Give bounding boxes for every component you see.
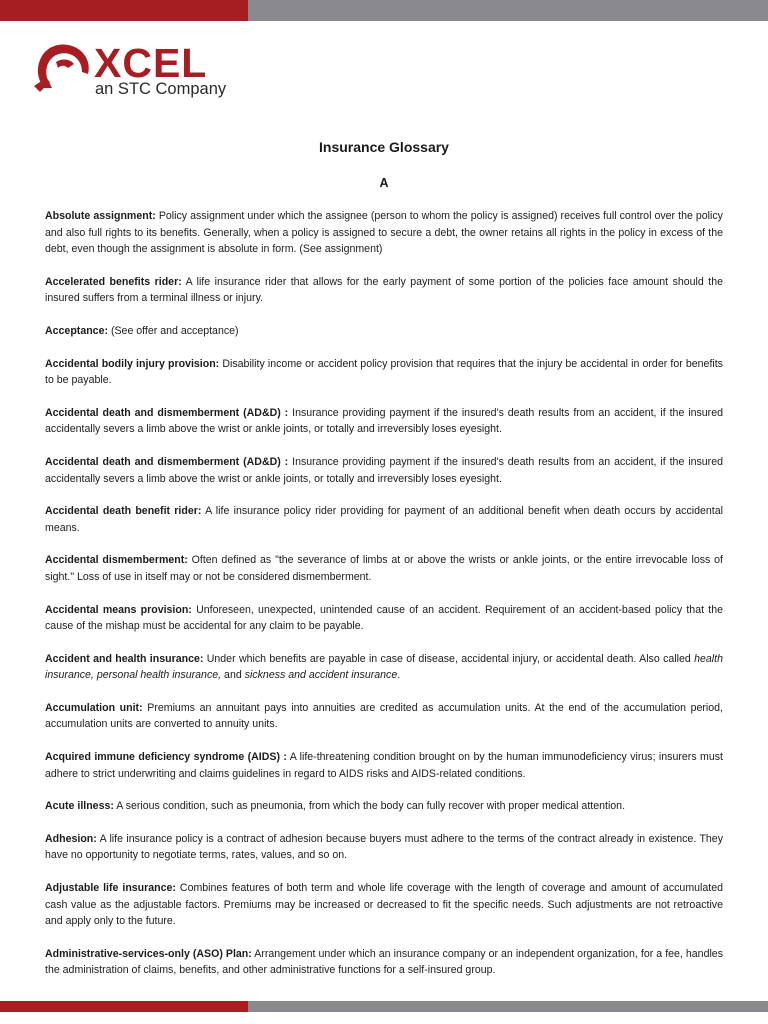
logo-wordmark: XCEL: [94, 40, 208, 86]
entry-term: Accidental death and dismemberment (AD&D) :: [45, 455, 289, 468]
glossary-entry: [45, 274, 723, 307]
glossary-entry: [45, 503, 723, 536]
entry-term: Accidental death benefit rider:: [45, 505, 202, 518]
entry-definition: Insurance providing payment if the insured's death results from an accident, if the insured accidentally severs a limb above the wrist or ankle joints, or totally and irreversibly loses eyesight.: [45, 455, 723, 485]
entry-term: Acute illness:: [45, 800, 114, 813]
entry-term: Adhesion:: [45, 832, 97, 845]
footer-bar-red: [0, 1001, 248, 1012]
company-logo: [32, 40, 232, 100]
glossary-entry: [45, 651, 723, 684]
entry-definition: Insurance providing payment if the insured's death results from an accident, if the insured accidentally severs a limb above the wrist or ankle joints, or totally and irreversibly loses eyesight.: [45, 406, 723, 436]
glossary-list: [45, 208, 723, 995]
glossary-entry: [45, 323, 723, 340]
entry-term: Accidental means provision:: [45, 603, 192, 616]
entry-definition: Often defined as "the severance of limbs at or above the wrists or ankle joints, or the entire irrevocable loss of sight." Loss of use in itself may or not be considered dismemberment.: [45, 554, 723, 583]
entry-definition: Combines features of both term and whole life coverage with the length of coverage and amount of accumulated cash value as the adjustable factors. Premiums may be increased or decreased to fit the specific needs. Such adjustments are not retroactive and apply only to the future.: [45, 882, 724, 928]
entry-definition: Under which benefits are payable in case of disease, accidental injury, or accidental death. Also called: [206, 652, 691, 665]
glossary-entry: [45, 208, 723, 258]
entry-definition: A life insurance policy is a contract of adhesion because buyers must adhere to the terms of the contract already in existence. They have no opportunity to negotiate terms, rates, values, and so on.: [45, 832, 723, 862]
horse-head-icon: [32, 42, 94, 96]
glossary-entry: [45, 700, 723, 733]
entry-definition: Unforeseen, unexpected, unintended cause of an accident. Requirement of an accident-based policy that the cause of the mishap must be accidental for any claim to be payable.: [45, 603, 724, 633]
logo-subtitle: an STC Company: [95, 80, 227, 98]
entry-definition: Premiums an annuitant pays into annuities are credited as accumulation units. At the end of the accumulation period, accumulation units are converted to annuity units.: [45, 701, 724, 731]
entry-term: Accumulation unit:: [45, 701, 143, 714]
glossary-entry: [45, 831, 723, 864]
glossary-entry: [45, 552, 723, 585]
entry-alias-italic: sickness and accident insurance: [244, 669, 398, 682]
entry-term: Acquired immune deficiency syndrome (AIDS) :: [45, 751, 287, 764]
entry-definition: Arrangement under which an insurance company or an independent organization, for a fee, handles the administration of claims, benefits, and other administrative functions for a self-insured group.: [45, 947, 723, 977]
entry-connector: and: [224, 669, 242, 682]
entry-definition: A serious condition, such as pneumonia, from which the body can fully recover with proper medical attention.: [116, 800, 626, 813]
entry-definition: A life-threatening condition brought on by the human immunodeficiency virus; insurers must adhere to strict underwriting and claims guidelines in regard to AIDS risks and AIDS-related conditions.: [45, 751, 723, 780]
glossary-entry: [45, 749, 723, 782]
entry-definition: (See offer and acceptance): [110, 324, 239, 337]
horse-eye-mark: [56, 60, 74, 68]
entry-term: Acceptance:: [45, 324, 108, 337]
footer-bar: [0, 1001, 768, 1012]
entry-term: Adjustable life insurance:: [45, 882, 176, 895]
section-letter: A: [379, 176, 389, 190]
glossary-entry: [45, 946, 723, 979]
entry-definition: A life insurance rider that allows for the early payment of some portion of the policies face amount should the insured suffers from a terminal illness or injury.: [45, 275, 724, 305]
entry-alias-italic: health insurance, personal health insurance,: [45, 652, 723, 682]
header-bar-red: [0, 0, 248, 21]
glossary-entry: [45, 405, 723, 438]
glossary-entry: [45, 454, 723, 487]
glossary-entry: [45, 798, 723, 815]
header-bar-gray: [248, 0, 768, 21]
entry-definition: Disability income or accident policy provision that requires that the injury be accidental in order for benefits to be payable.: [45, 357, 723, 387]
entry-term: Absolute assignment:: [45, 210, 156, 222]
entry-period: .: [397, 669, 401, 682]
glossary-entry: [45, 356, 723, 389]
entry-term: Accidental bodily injury provision:: [45, 357, 220, 370]
entry-term: Accelerated benefits rider:: [45, 275, 182, 288]
page-title: Insurance Glossary: [319, 139, 449, 155]
footer-bar-gray: [248, 1001, 768, 1012]
entry-term: Accidental death and dismemberment (AD&D) :: [45, 406, 289, 419]
glossary-entry: [45, 880, 723, 930]
entry-term: Administrative-services-only (ASO) Plan:: [45, 947, 252, 960]
entry-term: Accident and health insurance:: [45, 652, 204, 665]
glossary-entry: [45, 602, 723, 635]
entry-definition: A life insurance policy rider providing for payment of an additional benefit when death occurs by accidental means.: [45, 505, 723, 534]
entry-definition: Policy assignment under which the assignee (person to whom the policy is assigned) receives full control over the policy and also full rights to its benefits. Generally, when a policy is assigned to secure a debt, the owner retains all rights in the policy in excess of the debt, even though the assignment is absolute in form. (See assignment): [45, 210, 723, 256]
entry-term: Accidental dismemberment:: [45, 554, 188, 567]
header-bar: [0, 0, 768, 21]
